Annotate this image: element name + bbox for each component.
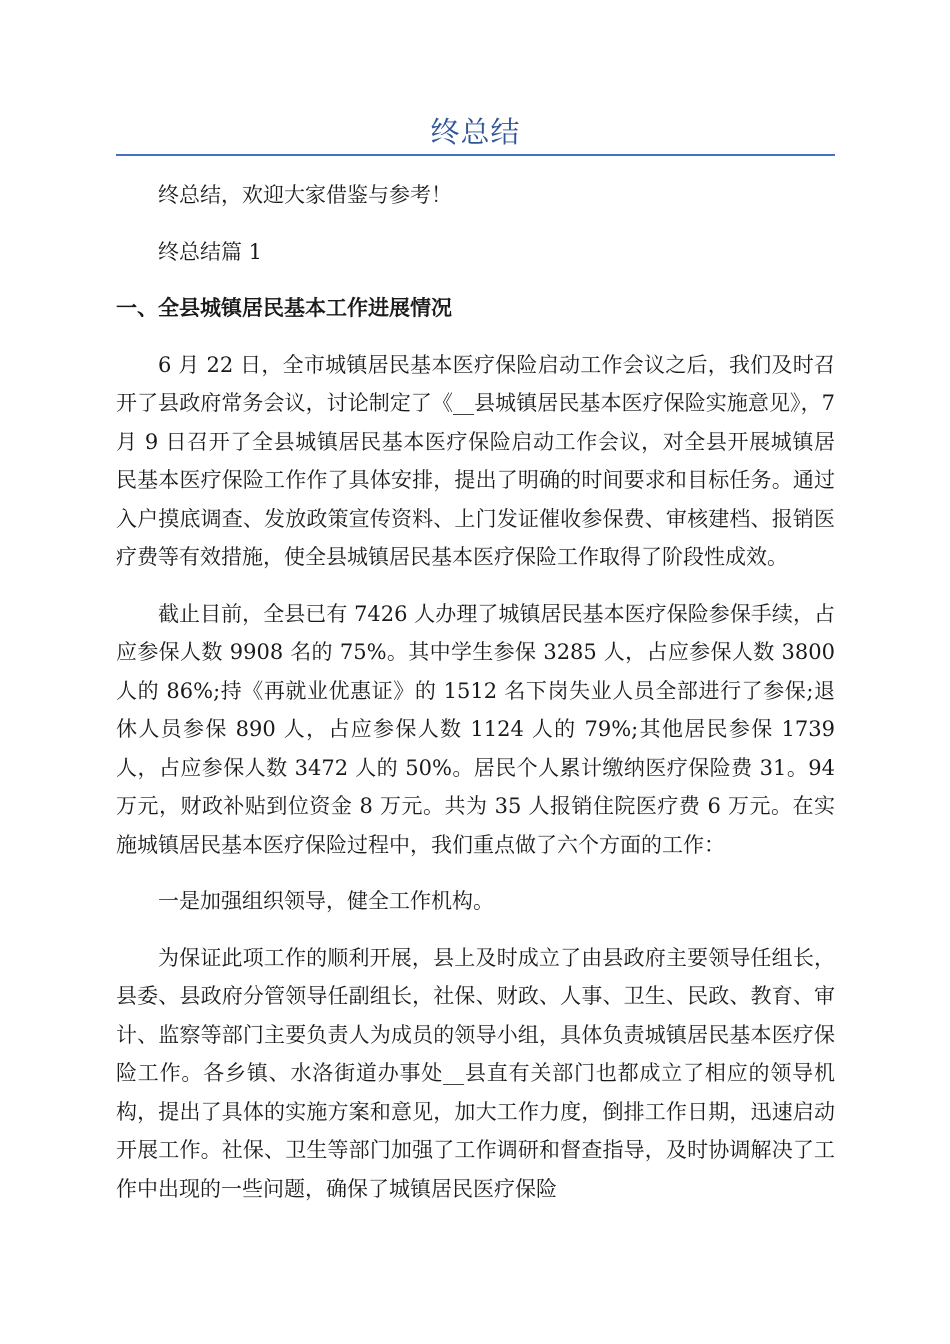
intro-paragraph: 终总结，欢迎大家借鉴与参考！ bbox=[158, 183, 452, 207]
body-paragraph: 为保证此项工作的顺利开展，县上及时成立了由县政府主要领导任组长，县委、县政府分管领导任副组长，社保、财政、人事、卫生、民政、教育、审计、监察等部门主要负责人为成员的领导小组，具体负责城镇居民基本医疗保险工作。各乡镇、水洛街道办事处__县直有关部门也都成立了相应的领导机构，提出了具体的实施方案和意见，加大工作力度，倒排工作日期，迅速启动开展工作。社保、卫生等部门加强了工作调研和督查指导，及时协调解决了工作中出现的一些问题，确保了城镇居民医疗保险 bbox=[116, 945, 835, 1201]
title-underline bbox=[116, 154, 835, 156]
document-title: 终总结 bbox=[430, 115, 521, 149]
section-label: 终总结篇 1 bbox=[158, 239, 263, 264]
body-paragraph: 一是加强组织领导，健全工作机构。 bbox=[158, 889, 494, 913]
document-body bbox=[116, 176, 835, 1226]
body-paragraph: 6 月 22 日，全市城镇居民基本医疗保险启动工作会议之后，我们及时召开了县政府常务会议，讨论制定了《__县城镇居民基本医疗保险实施意见》，7 月 9 日召开了全县城镇居民基本医疗保险启动工作会议，对全县开展城镇居民基本医疗保险工作作了具体安排，提出了明确的时间要求和目标任务。通过入户摸底调查、发放政策宣传资料、上门发证催收参保费、审核建档、报销医疗费等有效措施，使全县城镇居民基本医疗保险工作取得了阶段性成效。 bbox=[116, 352, 835, 569]
body-paragraph: 截止目前，全县已有 7426 人办理了城镇居民基本医疗保险参保手续，占应参保人数 9908 名的 75%。其中学生参保 3285 人，占应参保人数 3800 人的 86%;持《再就业优惠证》的 1512 名下岗失业人员全部进行了参保;退休人员参保 890 人，占应参保人数 1124 人的 79%;其他居民参保 1739 人，占应参保人数 3472 人的 50%。居民个人累计缴纳医疗保险费 31。94 万元，财政补贴到位资金 8 万元。共为 35 人报销住院医疗费 6 万元。在实施城镇居民基本医疗保险过程中，我们重点做了六个方面的工作： bbox=[116, 601, 835, 857]
section-heading: 一、全县城镇居民基本工作进展情况 bbox=[116, 296, 452, 320]
